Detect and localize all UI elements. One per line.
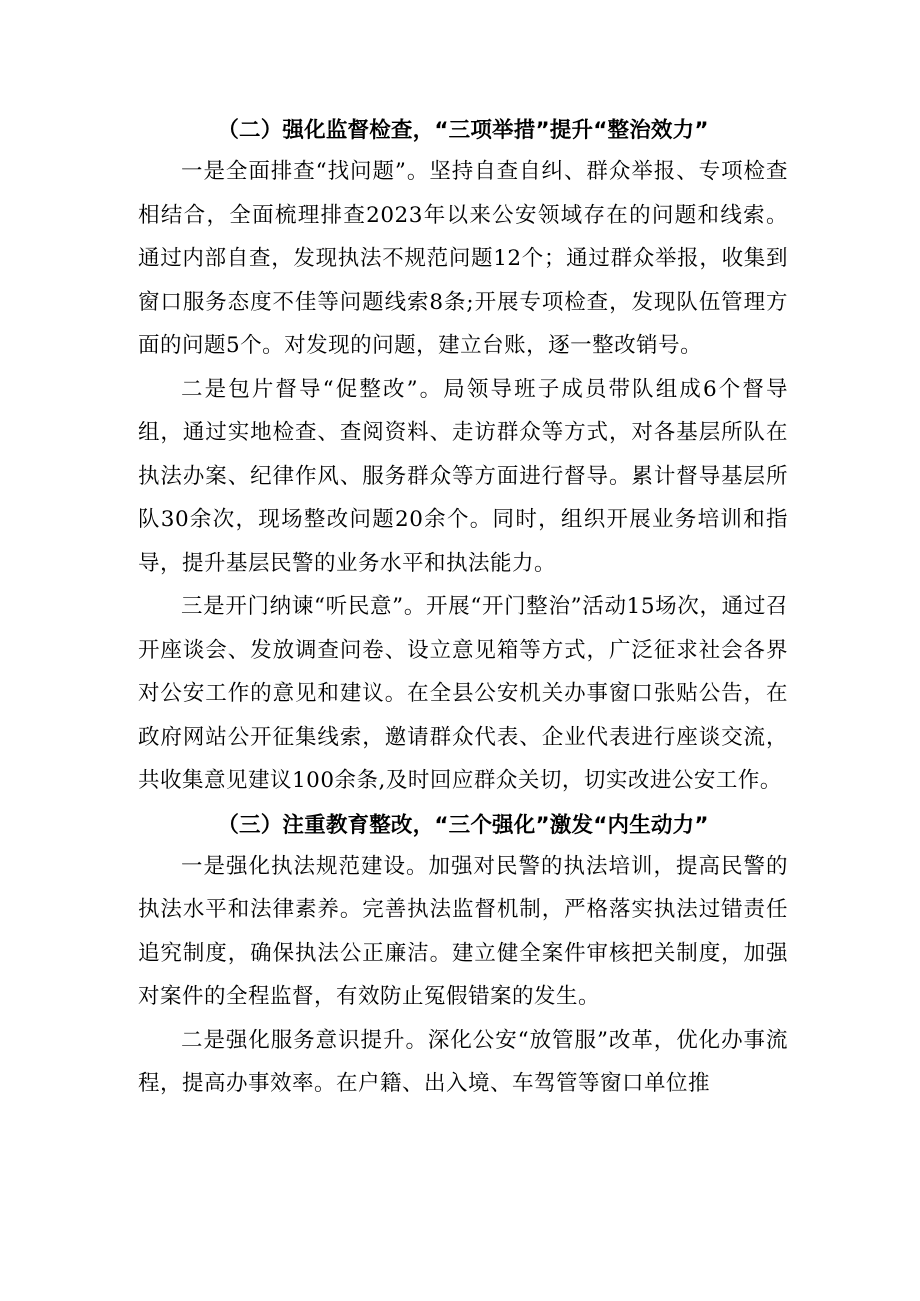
paragraph: 三是开门纳谏“听民意”。开展“开门整治”活动15场次，通过召开座谈会、发放调查问卷、设立意见箱等方式，广泛征求社会各界对公安工作的意见和建议。在全县公安机关办事窗口张贴公告，在政府网站公开征集线索，邀请群众代表、企业代表进行座谈交流，共收集意见建议100余条,及时回应群众关切，切实改进公安工作。 bbox=[138, 594, 788, 793]
paragraph: 一是强化执法规范建设。加强对民警的执法培训，提高民警的执法水平和法律素养。完善执法监督机制，严格落实执法过错责任追究制度，确保执法公正廉洁。建立健全案件审核把关制度，加强对案件的全程监督，有效防止冤假错案的发生。 bbox=[138, 853, 788, 1009]
paragraph: 二是包片督导“促整改”。局领导班子成员带队组成6个督导组，通过实地检查、查阅资料、走访群众等方式，对各基层所队在执法办案、纪律作风、服务群众等方面进行督导。累计督导基层所队30余次，现场整改问题20余个。同时，组织开展业务培训和指导，提升基层民警的业务水平和执法能力。 bbox=[138, 376, 788, 576]
section-heading-2: （二）强化监督检查，“三项举措”提升“整治效力” bbox=[217, 118, 709, 143]
document-page bbox=[138, 112, 788, 1106]
section-heading-3: （三）注重教育整改，“三个强化”激发“内生动力” bbox=[217, 812, 709, 838]
paragraph: 二是强化服务意识提升。深化公安“放管服”改革，优化办事流程，提高办事效率。在户籍、出入境、车驾管等窗口单位推 bbox=[138, 1027, 788, 1096]
paragraph: 一是全面排查“找问题”。坚持自查自纠、群众举报、专项检查相结合，全面梳理排查2023年以来公安领域存在的问题和线索。通过内部自查，发现执法不规范问题12个；通过群众举报，收集到窗口服务态度不佳等问题线索8条;开展专项检查，发现队伍管理方面的问题5个。对发现的问题，建立台账，逐一整改销号。 bbox=[138, 159, 788, 358]
